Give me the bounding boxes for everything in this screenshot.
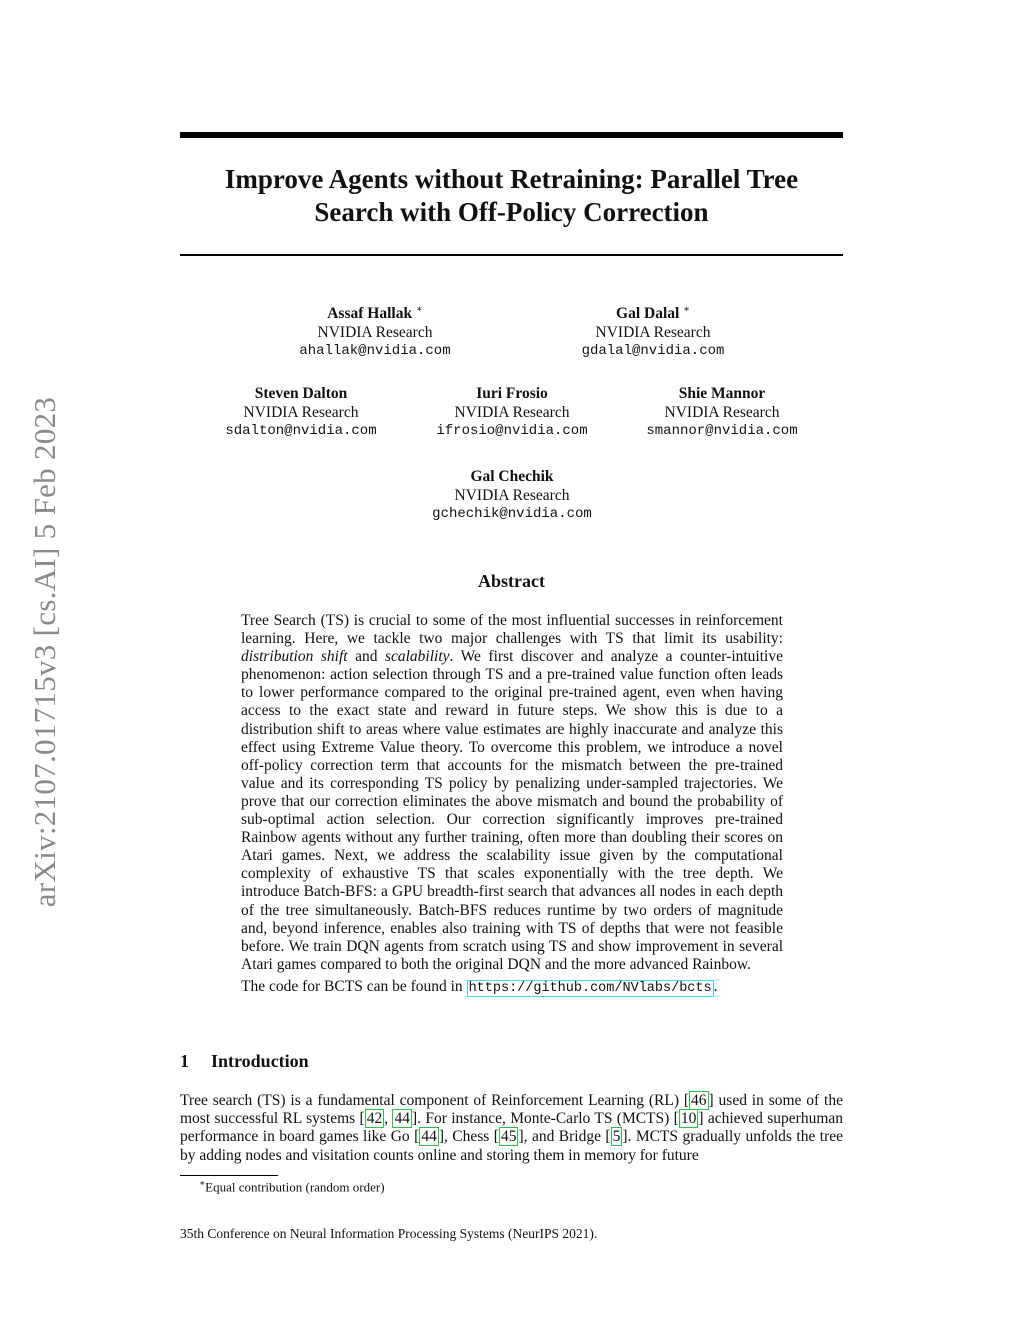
author-email[interactable]: ifrosio@nvidia.com: [436, 423, 588, 439]
author-block-dalal: [533, 301, 773, 361]
citation-link[interactable]: 10: [680, 1110, 697, 1128]
title-top-rule: [180, 132, 843, 138]
section-heading-introduction: [180, 1051, 309, 1072]
author-block-dalton: [181, 385, 421, 441]
abstract-heading: Abstract: [478, 571, 545, 591]
author-name: Gal Dalal ∗: [616, 304, 690, 323]
citation-link[interactable]: 45: [500, 1128, 517, 1146]
author-name: Iuri Frosio: [476, 385, 548, 402]
author-name: Steven Dalton: [254, 385, 348, 402]
author-name: Assaf Hallak ∗: [327, 304, 423, 323]
footnote-rule: [180, 1175, 278, 1176]
code-availability: The code for BCTS can be found in https://github.com/NVlabs/bcts .: [241, 977, 718, 996]
citation-link[interactable]: 44: [394, 1110, 410, 1128]
author-name: Shie Mannor: [678, 385, 766, 402]
footnote: ∗Equal contribution (random order): [199, 1178, 385, 1195]
citation-link[interactable]: 5: [612, 1128, 621, 1146]
code-url-link[interactable]: https://github.com/NVlabs/bcts: [468, 980, 712, 996]
author-affiliation: NVIDIA Research: [454, 486, 570, 504]
author-email[interactable]: ahallak@nvidia.com: [299, 343, 451, 360]
citation-link[interactable]: 42: [366, 1110, 383, 1128]
section-number: 1: [180, 1051, 189, 1071]
citation-link[interactable]: 44: [421, 1128, 437, 1146]
title-bottom-rule: [180, 254, 843, 256]
title-line-1: Improve Agents without Retraining: Parallel Tree: [224, 164, 799, 194]
author-email[interactable]: smannor@nvidia.com: [646, 423, 798, 439]
equal-contribution-mark: ∗: [683, 304, 690, 315]
author-email[interactable]: gdalal@nvidia.com: [581, 343, 725, 360]
citation-link[interactable]: 46: [691, 1092, 707, 1109]
author-affiliation: NVIDIA Research: [595, 323, 711, 341]
abstract-paragraph: Tree Search (TS) is crucial to some of the most influential successes in reinforcement learning. Here, we tackle two major challenges with TS that limit its usability: distribution shift and scalability. We first discover and analyze a counter-intuitive phenomenon: action selection through TS and a pre-trained value function often leads to lower performance compared to the original pre-trained agent, even when having access to the exact state and reward in future steps. We show this is due to a distribution shift to areas where value estimates are highly inaccurate and analyze this effect using Extreme Value theory. To overcome this problem, we introduce a novel off-policy correction term that accounts for the mismatch between the pre-trained value and its corresponding TS policy by penalizing under-sampled trajectories. We prove that our correction eliminates the above mismatch and bound the probability of sub-optimal action selection. Our correction significantly improves pre-trained Rainbow agents without any further training, often more than doubling their scores on Atari games. Next, we address the scalability issue given by the computational complexity of exhaustive TS that scales exponentially with the tree depth. We introduce Batch-BFS: a GPU breadth-first search that advances all nodes in each depth of the tree simultaneously. Batch-BFS reduces runtime by two orders of magnitude and, beyond inference, enables also training with TS of depths that were not feasible before. We train DQN agents from scratch using TS and show improvement in several Atari games compared to both the original DQN and the more advanced Rainbow.: [241, 612, 783, 973]
author-block-mannor: [602, 385, 842, 441]
arxiv-identifier: arXiv:2107.01715v3 [cs.AI] 5 Feb 2023: [27, 396, 62, 908]
equal-contribution-mark: ∗: [415, 304, 423, 315]
intro-paragraph: Tree search (TS) is a fundamental component of Reinforcement Learning (RL) [ 46 ] used in some of the most successful RL systems [ 42 , 44 ]. For instance, Monte-Carlo TS (MCTS) [ 10 ] achieved superhuman performance in board games like Go [ 44 ], Chess [ 45 ], and Bridge [ 5 ]. MCTS gradually unfolds the tree by adding nodes and visitation counts online and storing them in memory for future: [180, 1092, 844, 1164]
abstract-body: [241, 612, 783, 998]
author-affiliation: NVIDIA Research: [243, 403, 359, 421]
emphasis-scalability: scalability: [384, 648, 450, 666]
author-name: Gal Chechik: [470, 468, 554, 485]
author-affiliation: NVIDIA Research: [317, 323, 433, 341]
introduction-body: [180, 1092, 843, 1165]
paper-title: [180, 163, 843, 229]
section-title: Introduction: [211, 1051, 309, 1071]
author-block-chechik: [392, 468, 632, 524]
title-line-2: Search with Off-Policy Correction: [314, 197, 709, 227]
author-email[interactable]: sdalton@nvidia.com: [225, 423, 377, 439]
author-affiliation: NVIDIA Research: [454, 403, 570, 421]
author-block-frosio: [392, 385, 632, 441]
author-block-hallak: [255, 301, 495, 361]
emphasis-distribution-shift: distribution shift: [241, 648, 348, 666]
author-affiliation: NVIDIA Research: [664, 403, 780, 421]
author-email[interactable]: gchechik@nvidia.com: [432, 506, 592, 522]
venue-note: 35th Conference on Neural Information Processing Systems (NeurIPS 2021).: [180, 1226, 598, 1241]
footnote-mark: ∗: [199, 1178, 206, 1188]
